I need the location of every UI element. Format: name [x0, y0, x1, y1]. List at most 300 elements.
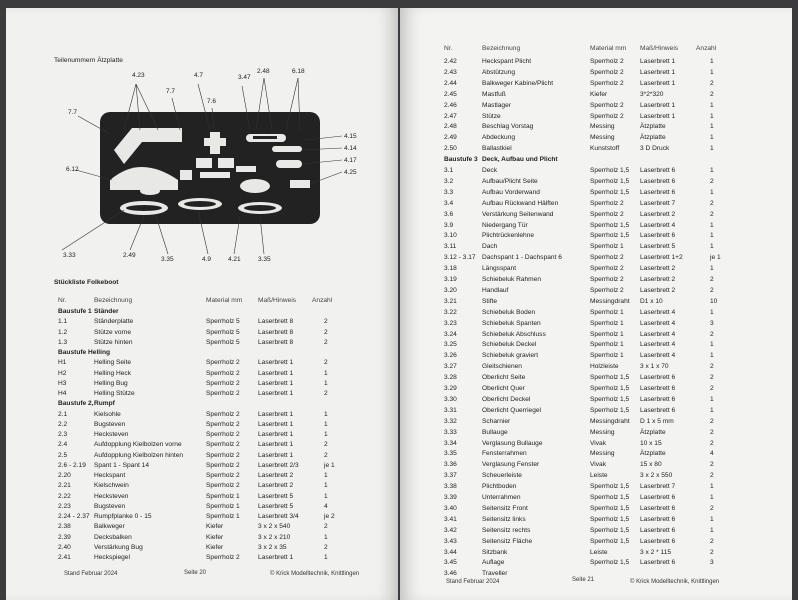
part-number: 2.4	[58, 441, 68, 449]
part-quantity: 1	[710, 515, 714, 523]
part-material: Sperrholz 1,5	[590, 483, 630, 491]
part-quantity: je 2	[324, 513, 335, 520]
section-number: Baustufe 3	[444, 156, 478, 164]
part-dimension: Laserbrett 8	[258, 328, 294, 336]
part-number: 2.49	[444, 134, 457, 142]
part-number: 3.10	[444, 232, 457, 240]
table-row	[400, 90, 792, 100]
part-material: Messingdraht	[590, 417, 630, 425]
part-name: Seitensitz Front	[482, 504, 528, 512]
part-number: 2.48	[444, 123, 457, 131]
part-dimension: Laserbrett 4	[640, 308, 676, 316]
part-number: 3.11	[444, 243, 457, 251]
part-dimension: Laserbrett 6	[640, 232, 676, 240]
part-material: Sperrholz 2	[590, 112, 624, 120]
part-name: Aufbau/Plicht Seite	[482, 177, 538, 185]
table-row	[6, 410, 398, 420]
table-row	[400, 210, 792, 220]
part-material: Sperrholz 1,5	[590, 221, 630, 229]
table-row	[6, 461, 398, 471]
part-number: 2.50	[444, 145, 457, 153]
part-dimension: Laserbrett 1+2	[640, 254, 683, 262]
part-name: Verglasung Fenster	[482, 461, 540, 469]
part-quantity: 1	[710, 68, 714, 76]
part-number: 3.34	[444, 439, 457, 447]
part-name: Plichtboden	[482, 483, 517, 491]
part-number: 3.37	[444, 472, 457, 480]
table-row	[6, 471, 398, 481]
part-dimension: Laserbrett 4	[640, 319, 676, 327]
part-number: H3	[58, 379, 67, 387]
part-material: Sperrholz 5	[206, 318, 240, 326]
part-quantity: 1	[324, 492, 328, 500]
part-quantity: 1	[324, 379, 328, 387]
part-name: Sitzbank	[482, 548, 508, 556]
part-number: 2.42	[444, 58, 457, 65]
part-dimension: Laserbrett 6	[640, 406, 676, 414]
part-material: Sperrholz 2	[206, 420, 240, 428]
part-dimension: Laserbrett 6	[640, 374, 676, 382]
table-row	[400, 526, 792, 536]
part-material: Sperrholz 2	[206, 451, 240, 459]
part-name: Stütze hinten	[94, 338, 133, 346]
part-number: H4	[58, 390, 67, 397]
part-dimension: Laserbrett 8	[258, 318, 294, 326]
callout: 7.6	[207, 98, 217, 105]
part-quantity: 1	[710, 123, 714, 131]
callout: 7.7	[68, 109, 78, 116]
table-row	[400, 133, 792, 143]
part-quantity: 2	[710, 79, 714, 87]
part-name: Mastfuß	[482, 90, 506, 98]
part-name: Stifte	[482, 297, 498, 305]
table-row	[400, 79, 792, 89]
table-row	[400, 340, 792, 350]
table-row	[400, 449, 792, 459]
part-name: Längsspant	[482, 265, 517, 273]
table-row	[6, 512, 398, 522]
col-nr: Nr.	[444, 45, 453, 52]
part-name: Heckspant Plicht	[482, 58, 532, 65]
part-quantity: 1	[710, 243, 714, 251]
part-name: Helling Seite	[94, 359, 132, 367]
part-name: Gleitschienen	[482, 363, 522, 371]
part-name: Oberlicht Querriegel	[482, 406, 542, 414]
table-row	[400, 362, 792, 372]
part-name: Niedergang Tür	[482, 221, 528, 229]
table-row	[400, 253, 792, 263]
part-material: Sperrholz 2	[590, 265, 624, 273]
part-material: Sperrholz 1,5	[590, 177, 630, 185]
part-material: Messing	[590, 428, 615, 436]
part-name: Ständerplatte	[94, 318, 134, 326]
part-quantity: 2	[710, 363, 714, 371]
part-quantity: 1	[710, 352, 714, 360]
table-row	[6, 440, 398, 450]
col-qty: Anzahl	[312, 297, 333, 304]
callout: 4.14	[344, 145, 357, 152]
list-title: Stückliste Folkeboot	[54, 279, 119, 286]
part-material: Sperrholz 1	[590, 243, 624, 251]
col-material: Material mm	[590, 45, 627, 52]
part-material: Kiefer	[590, 90, 608, 98]
part-material: Sperrholz 2	[206, 441, 240, 449]
part-quantity: 2	[710, 472, 714, 480]
part-quantity: 2	[324, 359, 328, 367]
part-material: Sperrholz 1	[206, 513, 240, 520]
part-name: Heckspiegel	[94, 554, 130, 561]
part-name: Kielschwein	[94, 482, 129, 490]
part-dimension: Laserbrett 1	[640, 112, 676, 120]
table-row	[400, 428, 792, 438]
part-quantity: 1	[710, 188, 714, 196]
section-label: Rumpf	[94, 400, 115, 408]
part-name: Schiebeluk Spanten	[482, 319, 541, 327]
part-material: Sperrholz 2	[206, 390, 240, 397]
table-row	[6, 389, 398, 399]
part-number: 2.39	[58, 533, 71, 541]
part-material: Sperrholz 2	[590, 254, 624, 262]
col-qty: Anzahl	[696, 45, 717, 52]
part-dimension: Laserbrett 1	[258, 431, 294, 438]
table-row	[400, 264, 792, 274]
part-number: 2.20	[58, 472, 71, 479]
part-dimension: Laserbrett 6	[640, 395, 676, 403]
part-quantity: 2	[710, 428, 714, 436]
part-quantity: je 1	[324, 461, 335, 469]
part-name: Oberlicht Quer	[482, 385, 525, 392]
table-row	[400, 188, 792, 198]
table-row	[400, 199, 792, 209]
part-number: 3.38	[444, 483, 457, 491]
table-row	[400, 395, 792, 405]
part-quantity: 4	[324, 502, 328, 510]
part-material: Kiefer	[206, 533, 224, 541]
part-quantity: 2	[710, 199, 714, 207]
part-quantity: 1	[324, 420, 328, 428]
table-row	[6, 522, 398, 532]
part-material: Messing	[590, 450, 615, 458]
part-number: 2.1	[58, 410, 68, 418]
table-row	[6, 553, 398, 563]
part-quantity: 1	[324, 554, 328, 561]
part-dimension: Laserbrett 8	[258, 338, 294, 346]
section-heading	[6, 399, 398, 409]
part-number: 3.19	[444, 276, 457, 283]
table-row	[400, 373, 792, 383]
part-number: 3.35	[444, 450, 457, 458]
part-dimension: D1 x 10	[640, 297, 663, 305]
callout: 2.48	[257, 68, 270, 75]
part-material: Sperrholz 1	[206, 492, 240, 500]
part-dimension: Laserbrett 1	[258, 420, 294, 428]
table-row	[400, 242, 792, 252]
part-material: Kunststoff	[590, 145, 620, 153]
table-row	[6, 502, 398, 512]
part-material: Sperrholz 1,5	[590, 395, 630, 403]
part-material: Sperrholz 2	[590, 79, 624, 87]
part-material: Sperrholz 2	[206, 482, 240, 490]
table-row	[400, 569, 792, 579]
part-material: Sperrholz 2	[590, 276, 624, 283]
part-material: Sperrholz 1,5	[590, 515, 630, 523]
part-name: Schiebeluk Deckel	[482, 341, 537, 349]
table-row	[400, 471, 792, 481]
part-dimension: Laserbrett 3/4	[258, 513, 299, 520]
part-quantity: 2	[710, 90, 714, 98]
callout: 4.23	[132, 72, 145, 79]
part-material: Sperrholz 1,5	[590, 167, 630, 174]
part-number: 3.40	[444, 504, 457, 512]
part-number: 3.46	[444, 570, 457, 578]
part-material: Sperrholz 2	[206, 554, 240, 561]
part-dimension: Laserbrett 1	[258, 369, 294, 377]
part-number: 3.26	[444, 352, 457, 360]
part-quantity: 1	[710, 526, 714, 534]
part-material: Leiste	[590, 472, 608, 480]
part-material: Sperrholz 2	[590, 210, 624, 218]
part-quantity: 2	[710, 374, 714, 382]
part-dimension: Laserbrett 1	[258, 410, 294, 418]
footer-date: Stand Februar 2024	[446, 579, 500, 585]
part-number: 3.6	[444, 210, 454, 218]
part-material: Sperrholz 2	[206, 359, 240, 367]
part-material: Kiefer	[206, 543, 224, 551]
callout: 3.47	[238, 74, 251, 81]
part-name: Schiebeluk Rahmen	[482, 276, 542, 283]
table-row	[6, 481, 398, 491]
part-material: Sperrholz 1	[590, 341, 624, 349]
table-row	[6, 338, 398, 348]
part-material: Sperrholz 5	[206, 338, 240, 346]
callout: 4.7	[194, 72, 204, 79]
part-material: Sperrholz 2	[590, 199, 624, 207]
part-number: 2.23	[58, 502, 71, 510]
part-number: 2.3	[58, 431, 68, 438]
part-dimension: Laserbrett 6	[640, 515, 676, 523]
part-number: 3.4	[444, 199, 454, 207]
part-material: Sperrholz 2	[590, 286, 624, 294]
part-material: Sperrholz 1	[590, 319, 624, 327]
part-material: Sperrholz 2	[206, 431, 240, 438]
part-quantity: 2	[324, 451, 328, 459]
section-number: Baustufe 1	[58, 308, 92, 315]
part-name: Bugsteven	[94, 502, 126, 510]
callout: 4.21	[228, 256, 241, 263]
part-dimension: Laserbrett 6	[640, 177, 676, 185]
table-row	[400, 548, 792, 558]
section-heading	[6, 307, 398, 317]
part-material: Kiefer	[206, 523, 224, 531]
callout: 2.49	[123, 252, 136, 259]
table-header	[6, 296, 398, 306]
part-quantity: 10	[710, 297, 718, 305]
part-material: Sperrholz 2	[206, 461, 240, 469]
part-dimension: Laserbrett 1	[640, 101, 676, 109]
part-number: 3.1	[444, 167, 454, 174]
part-quantity: 1	[324, 482, 328, 490]
part-dimension: Laserbrett 2	[258, 482, 294, 490]
table-row	[400, 482, 792, 492]
part-number: 3.29	[444, 385, 457, 392]
part-material: Sperrholz 1,5	[590, 559, 630, 567]
part-name: Balkweger Kabine/Plicht	[482, 79, 554, 87]
part-material: Messingdraht	[590, 297, 630, 305]
table-row	[6, 492, 398, 502]
part-name: Helling Stütze	[94, 390, 135, 397]
part-number: 3.9	[444, 221, 454, 229]
part-name: Verstärkung Seitenwand	[482, 210, 554, 218]
table-row	[6, 328, 398, 338]
part-number: 3.36	[444, 461, 457, 469]
part-number: 3.12 - 3.17	[444, 254, 476, 262]
part-number: 2.38	[58, 523, 71, 531]
part-dimension: Laserbrett 2	[258, 472, 294, 479]
part-name: Aufdopplung Kielbolzen hinten	[94, 451, 184, 459]
table-row	[6, 379, 398, 389]
part-quantity: 2	[710, 286, 714, 294]
part-material: Sperrholz 1,5	[590, 232, 630, 240]
table-row	[400, 515, 792, 525]
part-quantity: 2	[710, 177, 714, 185]
part-quantity: 2	[710, 417, 714, 425]
part-quantity: 1	[710, 395, 714, 403]
table-row	[400, 319, 792, 329]
part-number: 3.23	[444, 319, 457, 327]
part-number: 3.33	[444, 428, 457, 436]
callout: 4.17	[344, 157, 357, 164]
part-quantity: 2	[710, 504, 714, 512]
part-material: Vivak	[590, 439, 607, 447]
part-quantity: 1	[710, 221, 714, 229]
table-row	[6, 543, 398, 553]
part-number: 2.44	[444, 79, 457, 87]
part-quantity: 2	[324, 338, 328, 346]
part-number: 2.5	[58, 451, 68, 459]
part-quantity: 1	[710, 406, 714, 414]
left-page	[6, 8, 398, 600]
part-number: 3.39	[444, 494, 457, 501]
part-quantity: 2	[710, 276, 714, 283]
part-quantity: 1	[710, 58, 714, 65]
callout: 3.33	[63, 252, 76, 259]
part-name: Schiebeluk Abschluss	[482, 330, 546, 338]
part-number: 3.20	[444, 286, 457, 294]
part-material: Sperrholz 1,5	[590, 406, 630, 414]
table-row	[6, 430, 398, 440]
part-dimension: Laserbrett 2	[640, 210, 676, 218]
part-dimension: Laserbrett 1	[258, 441, 294, 449]
table-row	[400, 101, 792, 111]
part-quantity: 2	[324, 328, 328, 336]
part-name: Schiebeluk Boden	[482, 308, 536, 316]
part-dimension: 3 D Druck	[640, 145, 670, 153]
part-number: 2.43	[444, 68, 457, 76]
part-number: 2.46	[444, 101, 457, 109]
part-dimension: 3 x 2 x 550	[640, 472, 673, 480]
table-row	[6, 317, 398, 327]
table-row	[400, 504, 792, 514]
part-material: Sperrholz 2	[206, 410, 240, 418]
part-number: 2.40	[58, 543, 71, 551]
table-row	[6, 533, 398, 543]
col-name: Bezeichnung	[94, 297, 133, 304]
part-name: Fensterrahmen	[482, 450, 527, 458]
part-dimension: Laserbrett 6	[640, 494, 676, 501]
part-dimension: Laserbrett 1	[258, 390, 294, 397]
part-name: Helling Heck	[94, 369, 132, 377]
table-row	[400, 166, 792, 176]
part-name: Kielsohle	[94, 410, 121, 418]
callout: 6.12	[66, 166, 79, 173]
part-dimension: Laserbrett 1	[258, 359, 294, 367]
table-row	[400, 351, 792, 361]
callout: 4.15	[344, 133, 357, 140]
part-quantity: 2	[324, 318, 328, 326]
table-row	[400, 558, 792, 568]
part-material: Sperrholz 1,5	[590, 374, 630, 382]
part-number: 3.3	[444, 188, 454, 196]
part-name: Handlauf	[482, 286, 509, 294]
table-row	[400, 231, 792, 241]
table-row	[400, 68, 792, 78]
callout: 3.35	[258, 256, 271, 263]
table-row	[400, 330, 792, 340]
part-dimension: 3 x 2 x 210	[258, 533, 291, 541]
table-row	[400, 144, 792, 154]
part-quantity: 1	[710, 265, 714, 273]
part-dimension: Ätzplatte	[640, 123, 666, 131]
table-row	[400, 297, 792, 307]
col-name: Bezeichnung	[482, 45, 521, 52]
part-material: Sperrholz 2	[206, 472, 240, 479]
part-name: Bugsteven	[94, 420, 126, 428]
part-quantity: 2	[324, 543, 328, 551]
part-name: Auflage	[482, 559, 505, 567]
part-quantity: 3	[710, 559, 714, 567]
section-label: Ständer	[94, 308, 119, 315]
part-quantity: 1	[324, 472, 328, 479]
callout: 4.25	[344, 169, 357, 176]
part-dimension: Laserbrett 6	[640, 559, 676, 567]
part-dimension: 10 x 15	[640, 439, 662, 447]
part-dimension: Laserbrett 6	[640, 385, 676, 392]
part-name: Scharnier	[482, 417, 511, 425]
table-row	[400, 417, 792, 427]
part-name: Ballastkiel	[482, 145, 512, 153]
part-name: Stütze vorne	[94, 328, 132, 336]
part-number: 3.32	[444, 417, 457, 425]
table-row	[400, 57, 792, 67]
table-row	[400, 439, 792, 449]
part-material: Sperrholz 5	[206, 328, 240, 336]
callout: 3.35	[161, 256, 174, 263]
part-name: Verglasung Bullauge	[482, 439, 543, 447]
table-row	[400, 406, 792, 416]
part-dimension: Laserbrett 2/3	[258, 461, 299, 469]
part-dimension: Laserbrett 4	[640, 352, 676, 360]
part-material: Vivak	[590, 461, 607, 469]
part-name: Dachspant 1 - Dachspant 6	[482, 254, 562, 262]
table-row	[400, 384, 792, 394]
table-row	[6, 369, 398, 379]
part-name: Plichtrückenlehne	[482, 232, 535, 240]
part-dimension: Laserbrett 7	[640, 483, 676, 491]
part-number: 2.45	[444, 90, 457, 98]
part-name: Deck	[482, 167, 498, 174]
part-name: Verstärkung Bug	[94, 543, 143, 551]
part-number: 3.25	[444, 341, 457, 349]
